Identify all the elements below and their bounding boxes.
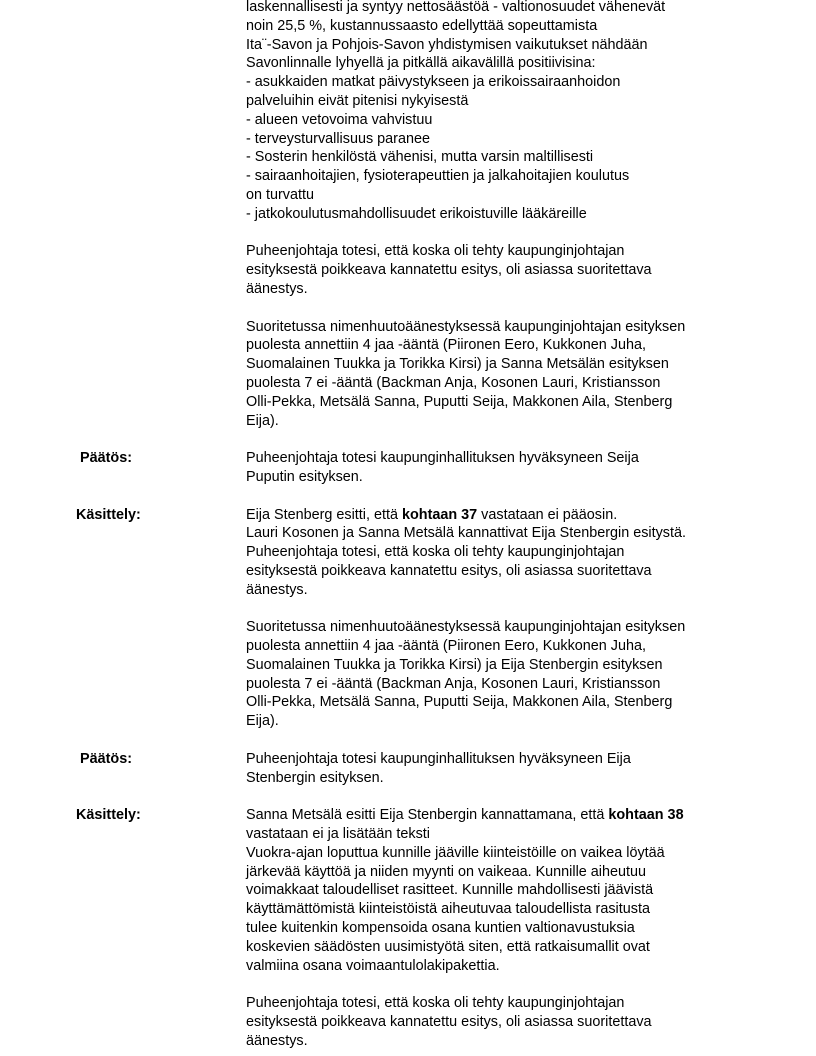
chair-statement-line: äänestys. [246, 280, 308, 297]
list-item: - jatkokoulutusmahdollisuudet erikoistuville lääkäreille [246, 205, 587, 222]
added-text-line: tulee kuitenkin kompensoida osana kuntien valtionavustuksia [246, 920, 635, 937]
vote-result-line: puolesta 7 ei -ääntä (Backman Anja, Kosonen Lauri, Kristiansson [246, 675, 661, 692]
list-item: - alueen vetovoima vahvistuu [246, 111, 433, 128]
decision-content [246, 750, 746, 788]
vote-result-line: puolesta 7 ei -ääntä (Backman Anja, Kosonen Lauri, Kristiansson [246, 374, 661, 391]
added-text-line: käyttämättömistä kiinteistöistä aiheutuvaa taloudellista rasitusta [246, 901, 650, 918]
handling-label: Käsittely: [76, 807, 141, 824]
vote-result-line: Suoritetussa nimenhuutoäänestyksessä kaupunginjohtajan esityksen [246, 619, 686, 636]
section-gap [0, 787, 816, 806]
section-gap [0, 731, 816, 750]
decision-label: Päätös: [80, 750, 132, 767]
vote-result-line: Suomalainen Tuukka ja Torikka Kirsi) ja Sanna Metsälän esityksen [246, 356, 669, 373]
handling-text: vastataan ei pääosin. [477, 506, 618, 523]
handling-section-1 [0, 506, 816, 732]
handling-content [246, 806, 746, 1050]
handling-first-line [246, 806, 746, 825]
vote-result-line: Suoritetussa nimenhuutoäänestyksessä kaupunginjohtajan esityksen [246, 318, 686, 335]
added-text-line: valmiina osana voimaantulolakipakettia. [246, 957, 500, 974]
blank-line [246, 600, 746, 619]
list-item: - asukkaiden matkat päivystykseen ja erikoissairaanhoidon [246, 74, 621, 91]
list-item: - sairaanhoitajien, fysioterapeuttien ja jalkahoitajien koulutus [246, 168, 630, 185]
vote-result-line: Olli-Pekka, Metsälä Sanna, Puputti Seija, Makkonen Aila, Stenberg [246, 393, 673, 410]
intro-line: noin 25,5 %, kustannussaasto edellyttää sopeuttamista [246, 17, 598, 34]
list-item: - Sosterin henkilöstä vähenisi, mutta varsin maltillisesti [246, 149, 594, 166]
decision-line: Puputin esityksen. [246, 468, 363, 485]
vote-result-line: puolesta annettiin 4 jaa -ääntä (Piironen Eero, Kukkonen Juha, [246, 638, 647, 655]
decision-section-2 [0, 750, 816, 788]
handling-first-line [246, 506, 746, 525]
handling-line: Lauri Kosonen ja Sanna Metsälä kannattivat Eija Stenbergin esitystä. [246, 525, 686, 542]
handling-label: Käsittely: [76, 506, 141, 523]
decision-line: Puheenjohtaja totesi kaupunginhallituksen hyväksyneen Seija [246, 450, 639, 467]
list-item: palveluihin eivät pitenisi nykyisestä [246, 92, 469, 109]
item-reference: kohtaan 38 [608, 807, 684, 824]
blank-line [246, 299, 746, 318]
vote-result-line: Olli-Pekka, Metsälä Sanna, Puputti Seija, Makkonen Aila, Stenberg [246, 694, 673, 711]
vote-result-line: Eija). [246, 713, 279, 730]
intro-line: Savonlinnalle lyhyellä ja pitkällä aikavälillä positiivisina: [246, 55, 596, 72]
decision-line: Stenbergin esityksen. [246, 769, 384, 786]
handling-text: Eija Stenberg esitti, että [246, 506, 402, 523]
handling-text: Sanna Metsälä esitti Eija Stenbergin kannattamana, että [246, 807, 609, 824]
decision-content [246, 449, 746, 487]
chair-statement-line: esityksestä poikkeava kannatettu esitys, oli asiassa suoritettava [246, 262, 652, 279]
handling-line: vastataan ei ja lisätään teksti [246, 826, 430, 843]
added-text-line: järkevää käyttöä ja niiden myynti on vaikeaa. Kunnille aiheutuu [246, 863, 646, 880]
item-reference: kohtaan 37 [402, 506, 478, 523]
added-text-line: koskevien säädösten uusimistyötä siten, että ratkaisumallit ovat [246, 938, 650, 955]
decision-label: Päätös: [80, 450, 132, 467]
chair-statement-line: äänestys. [246, 581, 308, 598]
decision-line: Puheenjohtaja totesi kaupunginhallituksen hyväksyneen Eija [246, 750, 631, 767]
handling-content [246, 506, 746, 732]
chair-statement-line: esityksestä poikkeava kannatettu esitys, oli asiassa suoritettava [246, 562, 652, 579]
added-text-line: voimakkaat taloudelliset rasitteet. Kunnille mahdollisesti jäävistä [246, 882, 654, 899]
blank-line [246, 224, 746, 243]
handling-section-2 [0, 806, 816, 1050]
intro-line: laskennallisesti ja syntyy nettosäästöä - valtionosuudet vähenevät [246, 0, 666, 15]
intro-line: Ita¨-Savon ja Pohjois-Savon yhdistymisen vaikutukset nähdään [246, 36, 648, 53]
list-item: - terveysturvallisuus paranee [246, 130, 430, 147]
intro-section [0, 0, 816, 430]
vote-result-line: puolesta annettiin 4 jaa -ääntä (Piironen Eero, Kukkonen Juha, [246, 337, 647, 354]
added-text-line: Vuokra-ajan loputtua kunnille jääville kiinteistöille on vaikea löytää [246, 844, 665, 861]
chair-statement-line: Puheenjohtaja totesi, että koska oli tehty kaupunginjohtajan [246, 243, 625, 260]
blank-line [246, 975, 746, 994]
decision-section-1 [0, 449, 816, 487]
list-item: on turvattu [246, 186, 314, 203]
vote-result-line: Eija). [246, 412, 279, 429]
chair-statement-line: Puheenjohtaja totesi, että koska oli tehty kaupunginjohtajan [246, 544, 625, 561]
section-gap [0, 430, 816, 449]
chair-statement-line: äänestys. [246, 1032, 308, 1049]
vote-result-line: Suomalainen Tuukka ja Torikka Kirsi) ja Eija Stenbergin esityksen [246, 656, 663, 673]
intro-content [246, 0, 746, 430]
section-gap [0, 487, 816, 506]
chair-statement-line: Puheenjohtaja totesi, että koska oli tehty kaupunginjohtajan [246, 995, 625, 1012]
chair-statement-line: esityksestä poikkeava kannatettu esitys, oli asiassa suoritettava [246, 1014, 652, 1031]
